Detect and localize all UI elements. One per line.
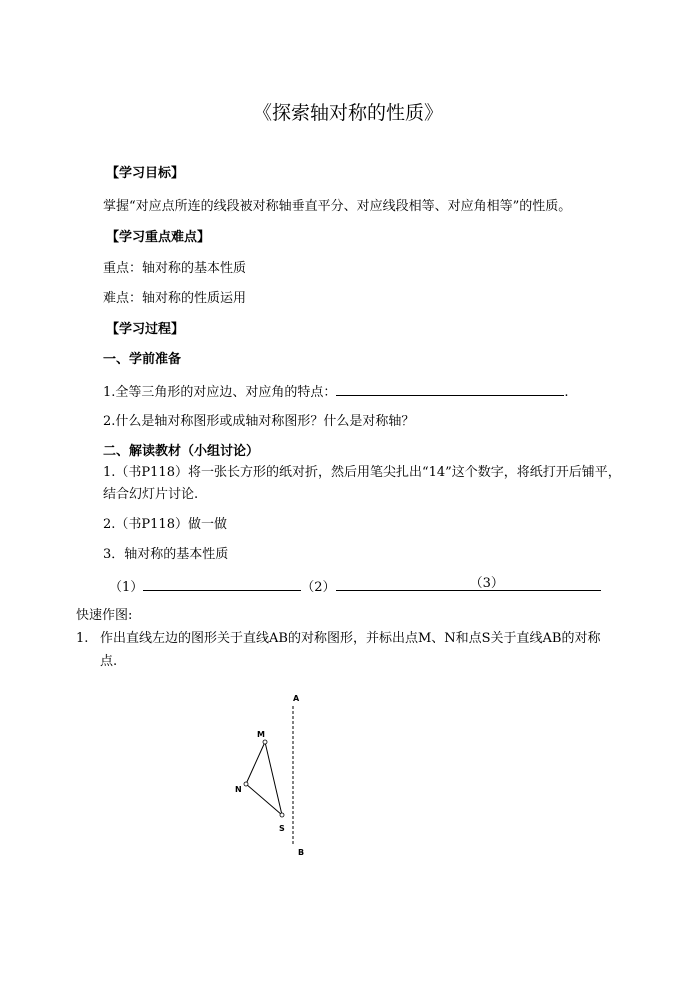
- prep-question-2: 2.什么是轴对称图形或成轴对称图形？什么是对称轴？: [103, 414, 415, 429]
- prep-question-1-end: .: [564, 385, 569, 400]
- page-title: 《探索轴对称的性质》: [252, 102, 443, 124]
- point-n: [244, 782, 248, 786]
- label-n: N: [235, 785, 242, 794]
- difficult-point: 难点：轴对称的性质运用: [103, 291, 247, 306]
- part2-heading: 二、解读教材（小组讨论）: [103, 444, 260, 459]
- blank-2-label: （2）: [301, 580, 336, 595]
- key-point: 重点：轴对称的基本性质: [103, 261, 247, 276]
- blank-3-label: （3）: [469, 576, 504, 591]
- textbook-item-1-line1: 1.（书P118）将一张长方形的纸对折，然后用笔尖扎出“14”这个数字，将纸打开后铺平，: [103, 465, 621, 480]
- goals-heading: 【学习目标】: [106, 166, 185, 181]
- drawing-q1-line1: 作出直线左边的图形关于直线AB的对称图形，并标出点M、N和点S关于直线AB的对称: [100, 631, 601, 646]
- point-m: [263, 740, 267, 744]
- drawing-heading: 快速作图:: [76, 608, 133, 623]
- label-b: B: [298, 848, 305, 857]
- drawing-q1-number: 1.: [76, 631, 89, 646]
- goals-text: 掌握“对应点所连的线段被对称轴垂直平分、对应线段相等、对应角相等”的性质。: [103, 199, 572, 214]
- prep-question-1-text: 1.全等三角形的对应边、对应角的特点：: [103, 385, 337, 400]
- part1-heading: 一、学前准备: [103, 352, 182, 367]
- label-m: M: [257, 730, 265, 739]
- drawing-q1-line2: 点.: [100, 654, 118, 669]
- key-difficult-heading: 【学习重点难点】: [106, 230, 211, 245]
- point-s: [280, 813, 284, 817]
- textbook-item-3: 3．轴对称的基本性质: [103, 547, 229, 562]
- label-s: S: [279, 824, 285, 833]
- process-heading: 【学习过程】: [106, 322, 185, 337]
- blank-1-label: （1）: [109, 580, 144, 595]
- textbook-item-1-line2: 结合幻灯片讨论.: [103, 487, 199, 502]
- textbook-item-2: 2.（书P118）做一做: [103, 517, 227, 532]
- triangle-mns: [246, 742, 282, 815]
- label-a: A: [293, 694, 300, 703]
